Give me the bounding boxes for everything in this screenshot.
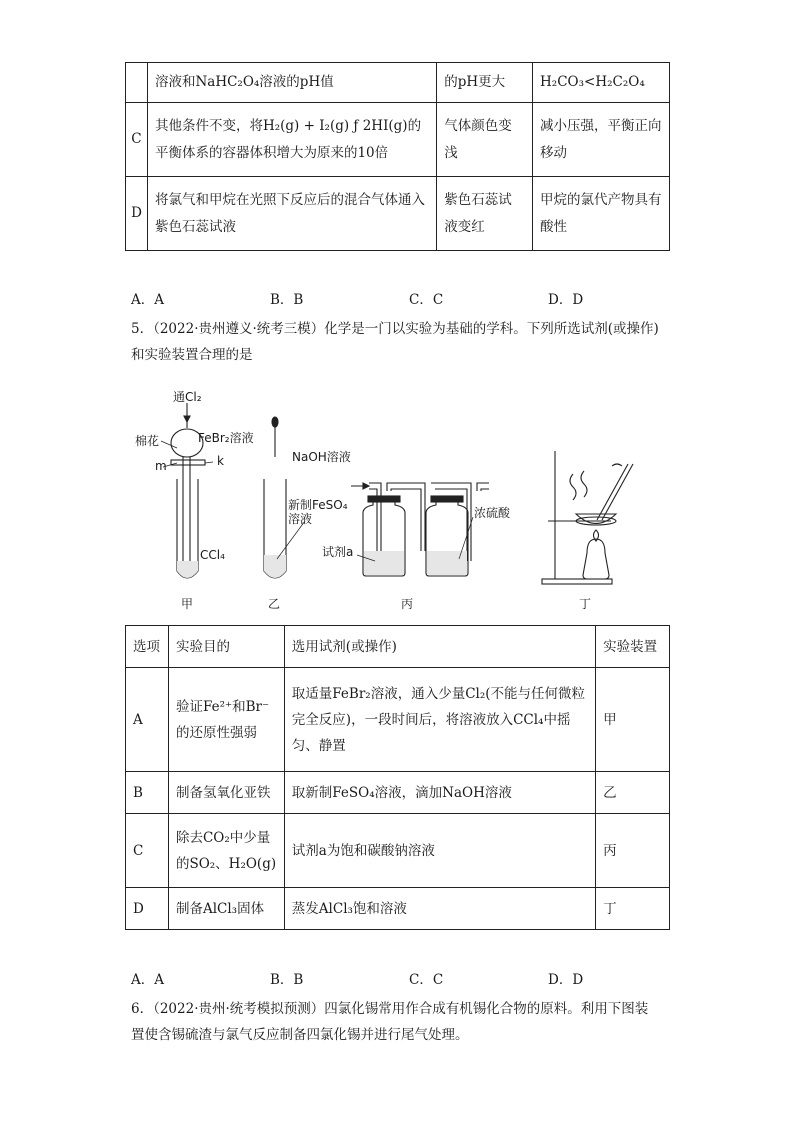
glass-rod bbox=[597, 464, 628, 520]
label-cl2: 通Cl₂ bbox=[173, 390, 202, 404]
label-reagent-a: 试剂a bbox=[322, 545, 354, 559]
operation-cell: 将氯气和甲烷在光照下反应后的混合气体通入紫色石蕊试液 bbox=[147, 177, 436, 251]
table-header-row bbox=[126, 626, 670, 668]
answer-option-c[interactable]: C．C bbox=[409, 972, 444, 988]
operation-cell: 溶液和NaHC₂O₄溶液的pH值 bbox=[147, 63, 436, 103]
conclusion-cell: 减小压强，平衡正向移动 bbox=[533, 103, 670, 177]
label-h2so4: 浓硫酸 bbox=[474, 506, 511, 520]
answer-option-d[interactable]: D．D bbox=[548, 972, 584, 988]
purpose-cell: 制备AlCl₃固体 bbox=[168, 888, 284, 930]
evaporating-dish bbox=[576, 514, 616, 524]
reagent-cell: 取新制FeSO₄溶液，滴加NaOH溶液 bbox=[284, 772, 595, 814]
answer-option-a[interactable]: A．A bbox=[131, 292, 164, 308]
label-feso4-solution: 溶液 bbox=[288, 512, 313, 526]
label-ccl4: CCl₄ bbox=[200, 548, 225, 562]
table-row bbox=[126, 772, 670, 814]
caption-jia: 甲 bbox=[181, 597, 194, 611]
header-apparatus: 实验装置 bbox=[596, 626, 670, 668]
answer-option-b[interactable]: B．B bbox=[270, 292, 304, 308]
option-cell bbox=[126, 63, 148, 103]
apparatus-cell: 甲 bbox=[596, 668, 670, 772]
reagent-cell: 取适量FeBr₂溶液，通入少量Cl₂(不能与任何微粒完全反应)，一段时间后，将溶液放入CCl₄中摇匀、静置 bbox=[284, 668, 595, 772]
stopcock bbox=[171, 460, 205, 465]
option-cell: B bbox=[126, 772, 169, 814]
arrow-head bbox=[184, 416, 190, 422]
answer-option-d[interactable]: D．D bbox=[548, 292, 584, 308]
answer-option-c[interactable]: C．C bbox=[409, 292, 444, 308]
table-question-4 bbox=[125, 62, 670, 251]
caption-bing: 丙 bbox=[401, 597, 414, 611]
label-naoh: NaOH溶液 bbox=[292, 450, 351, 464]
phenomenon-cell: 紫色石蕊试液变红 bbox=[437, 177, 533, 251]
question-6-line1: 6．（2022·贵州·统考模拟预测）四氯化锡常用作合成有机锡化合物的原料。利用下图装 bbox=[131, 1001, 649, 1017]
phenomenon-cell: 的pH更大 bbox=[437, 63, 533, 103]
question-5-line2: 和实验装置合理的是 bbox=[131, 347, 253, 363]
label-febr2: FeBr₂溶液 bbox=[198, 431, 254, 445]
purpose-cell: 除去CO₂中少量的SO₂、H₂O(g) bbox=[168, 814, 284, 888]
apparatus-cell: 乙 bbox=[596, 772, 670, 814]
purpose-cell: 制备氢氧化亚铁 bbox=[168, 772, 284, 814]
table-row bbox=[126, 103, 670, 177]
conclusion-cell: 甲烷的氯代产物具有酸性 bbox=[533, 177, 670, 251]
header-reagent: 选用试剂(或操作) bbox=[284, 626, 595, 668]
label-feso4: 新制FeSO₄ bbox=[288, 498, 348, 512]
question-6 bbox=[131, 996, 671, 1048]
question-5 bbox=[131, 316, 671, 368]
apparatus-cell: 丁 bbox=[596, 888, 670, 930]
option-cell: D bbox=[126, 888, 169, 930]
conclusion-cell: H₂CO₃<H₂C₂O₄ bbox=[533, 63, 670, 103]
vapor-wave bbox=[570, 474, 576, 500]
apparatus-figure bbox=[125, 383, 670, 615]
operation-cell: 其他条件不变，将H₂(g) + I₂(g) ƒ 2HI(g)的平衡体系的容器体积增大为原来的10倍 bbox=[147, 103, 436, 177]
table-row bbox=[126, 177, 670, 251]
stand-base bbox=[542, 579, 612, 584]
reagent-cell: 试剂a为饱和碳酸钠溶液 bbox=[284, 814, 595, 888]
phenomenon-cell: 气体颜色变浅 bbox=[437, 103, 533, 177]
question-6-line2: 置使含锡硫渣与氯气反应制备四氯化锡并进行尾气处理。 bbox=[131, 1027, 469, 1043]
label-m: m bbox=[155, 459, 167, 473]
reagent-cell: 蒸发AlCl₃饱和溶液 bbox=[284, 888, 595, 930]
answer-options-q4 bbox=[131, 288, 691, 308]
header-option: 选项 bbox=[126, 626, 169, 668]
alcohol-lamp bbox=[583, 539, 609, 579]
apparatus-cell: 丙 bbox=[596, 814, 670, 888]
caption-ding: 丁 bbox=[579, 597, 592, 611]
option-cell: C bbox=[126, 103, 148, 177]
table-row bbox=[126, 63, 670, 103]
bottle-stopper bbox=[368, 496, 400, 502]
dropper-bulb bbox=[272, 417, 278, 427]
label-k: k bbox=[217, 454, 224, 468]
option-cell: D bbox=[126, 177, 148, 251]
bottle-stopper bbox=[431, 496, 463, 502]
table-question-5 bbox=[125, 625, 670, 930]
caption-yi: 乙 bbox=[268, 597, 281, 611]
header-purpose: 实验目的 bbox=[168, 626, 284, 668]
purpose-cell: 验证Fe²⁺和Br⁻的还原性强弱 bbox=[168, 668, 284, 772]
option-cell: C bbox=[126, 814, 169, 888]
answer-options-q5 bbox=[131, 968, 691, 988]
table-row bbox=[126, 814, 670, 888]
option-cell: A bbox=[126, 668, 169, 772]
table-row bbox=[126, 888, 670, 930]
label-cotton: 棉花 bbox=[135, 434, 160, 448]
answer-option-b[interactable]: B．B bbox=[270, 972, 304, 988]
answer-option-a[interactable]: A．A bbox=[131, 972, 164, 988]
table-row bbox=[126, 668, 670, 772]
question-5-line1: 5．（2022·贵州遵义·统考三模）化学是一门以实验为基础的学科。下列所选试剂(或操作) bbox=[131, 321, 659, 337]
